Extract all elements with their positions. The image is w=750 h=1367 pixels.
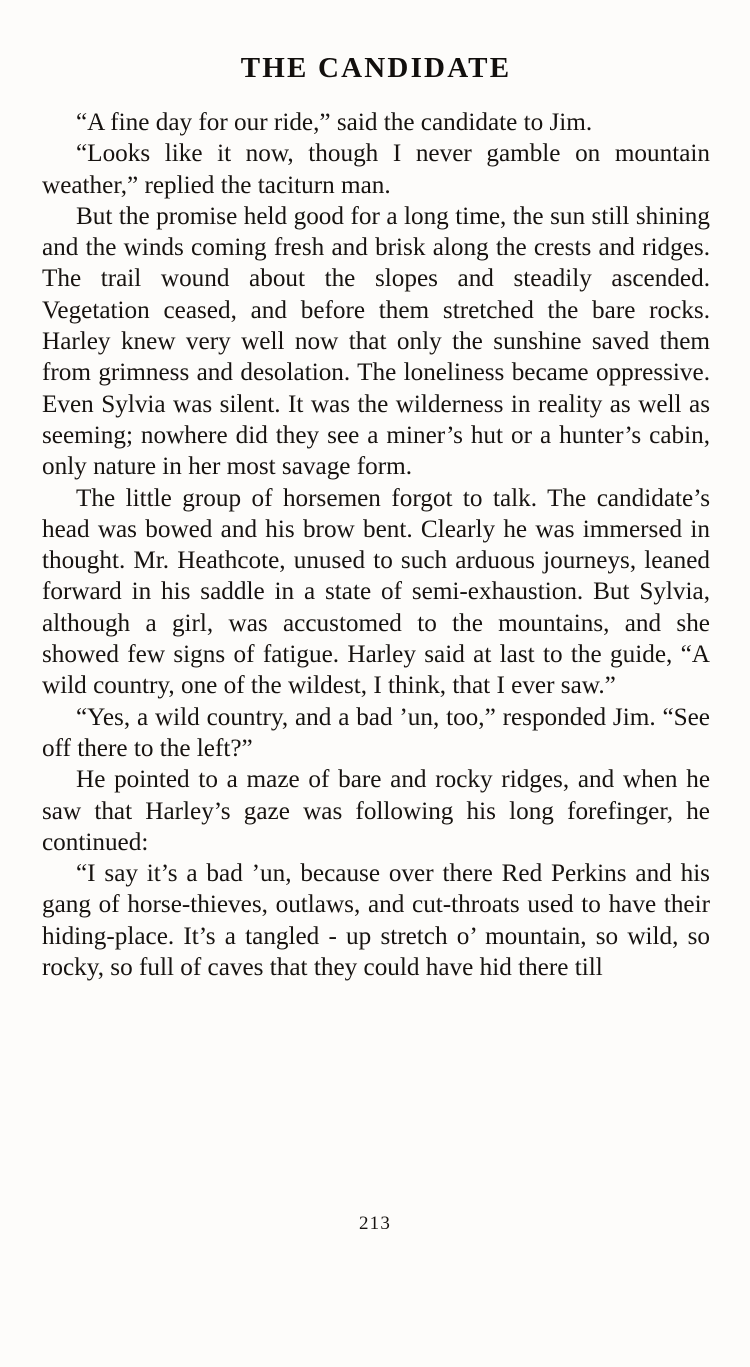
paragraph: “A fine day for our ride,” said the candidate to Jim. <box>76 109 593 136</box>
page-number: 213 <box>358 1213 392 1234</box>
page-title: THE CANDIDATE <box>240 52 512 84</box>
paragraph: “Yes, a wild country, and a bad ’un, too,” responded Jim. “See off there to the left?” <box>42 703 710 762</box>
paragraph: The little group of horsemen forgot to talk. The candidate’s head was bowed and his brow bent. Clearly he was immersed in thought. Mr. Heathcote, unused to such arduous journeys, leaned forward in his saddle in a state of semi-exhaustion. But Sylvia, although a girl, was accustomed to the mountains, and she showed few signs of fatigue. Harley said at last to the guide, “A wild country, one of the wildest, I think, that I ever saw.” <box>42 484 710 700</box>
paragraph: But the promise held good for a long time, the sun still shining and the winds coming fresh and brisk along the crests and ridges. The trail wound about the slopes and steadily ascended. Vegetation ceased, and before them stretched the bare rocks. Harley knew very well now that only the sunshine saved them from grimness and desolation. The loneliness became oppressive. Even Sylvia was silent. It was the wilderness in reality as well as seeming; nowhere did they see a miner’s hut or a hunter’s cabin, only nature in her most savage form. <box>42 202 710 481</box>
paragraph: He pointed to a maze of bare and rocky ridges, and when he saw that Harley’s gaze was following his long forefinger, he continued: <box>42 766 710 856</box>
paragraph: “I say it’s a bad ’un, because over there Red Perkins and his gang of horse-thieves, outlaws, and cut-throats used to have their hiding-place. It’s a tangled - up stretch o’ mountain, so wild, so rocky, so full of caves that they could have hid there till <box>42 860 710 982</box>
body-text <box>42 107 710 983</box>
paragraph: “Looks like it now, though I never gamble on mountain weather,” replied the taciturn man. <box>42 140 710 199</box>
